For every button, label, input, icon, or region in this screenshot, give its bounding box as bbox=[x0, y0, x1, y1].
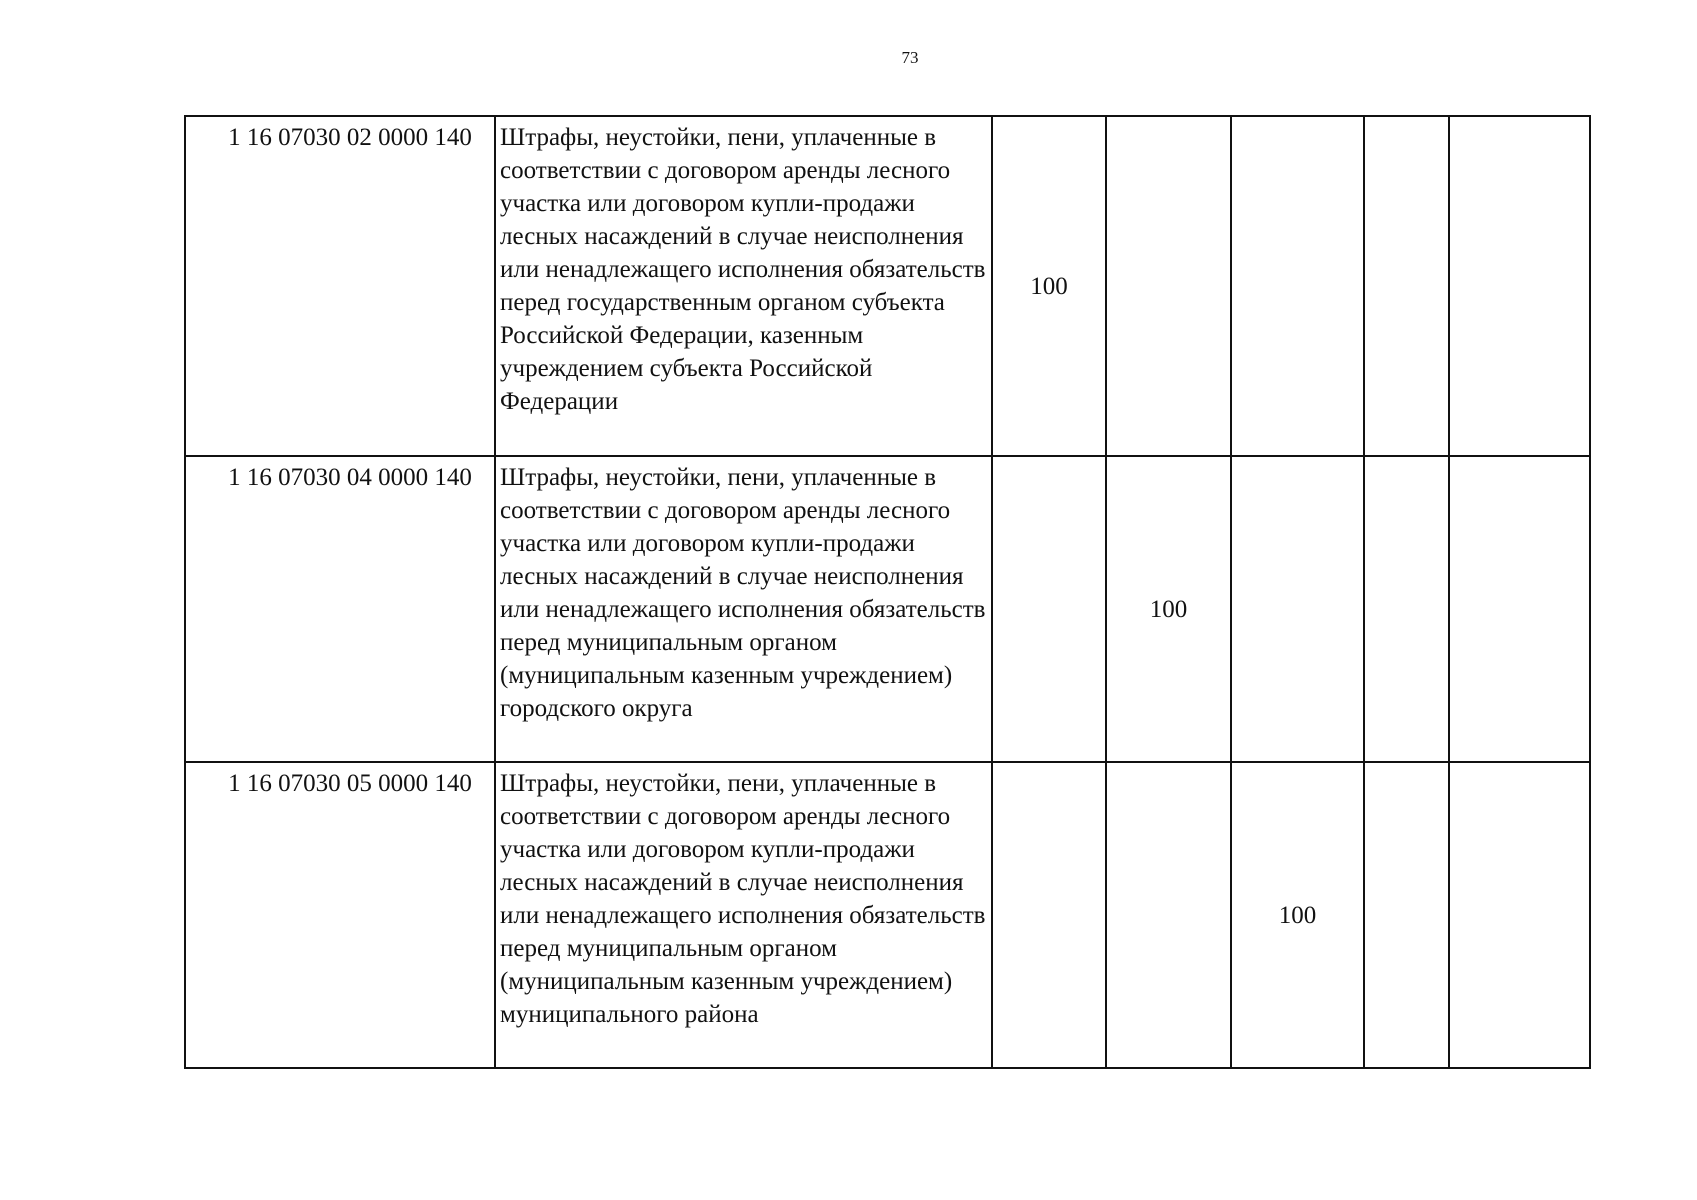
value-cell-1: 100 bbox=[992, 116, 1106, 456]
budget-classification-table bbox=[184, 115, 1591, 1069]
description-cell: Штрафы, неустойки, пени, уплаченные в соответствии с договором аренды лесного участка или договором купли-продажи лесных насаждений в случае неисполнения или ненадлежащего исполнения обязательств перед муниципальным органом (муниципальным казенным учреждением) муниципального района bbox=[495, 762, 992, 1068]
value-cell-3 bbox=[1231, 456, 1364, 762]
code-cell bbox=[185, 762, 495, 1068]
income-code: 1 16 07030 02 0000 140 bbox=[228, 124, 472, 151]
table-row bbox=[185, 456, 1590, 762]
value-cell-2 bbox=[1106, 762, 1231, 1068]
page-number: 73 bbox=[901, 48, 919, 67]
value-cell-5 bbox=[1449, 456, 1590, 762]
table-row bbox=[185, 762, 1590, 1068]
description-cell: Штрафы, неустойки, пени, уплаченные в соответствии с договором аренды лесного участка или договором купли-продажи лесных насаждений в случае неисполнения или ненадлежащего исполнения обязательств перед государственным органом субъекта Российской Федерации, казенным учреждением субъекта Российской Федерации bbox=[495, 116, 992, 456]
value-cell-1 bbox=[992, 762, 1106, 1068]
value-cell-4 bbox=[1364, 116, 1449, 456]
value-cell-4 bbox=[1364, 762, 1449, 1068]
income-code: 1 16 07030 05 0000 140 bbox=[228, 770, 472, 797]
code-cell bbox=[185, 116, 495, 456]
value-cell-2: 100 bbox=[1106, 456, 1231, 762]
value-cell-3: 100 bbox=[1231, 762, 1364, 1068]
value-cell-4 bbox=[1364, 456, 1449, 762]
value-cell-5 bbox=[1449, 762, 1590, 1068]
code-cell bbox=[185, 456, 495, 762]
description-cell: Штрафы, неустойки, пени, уплаченные в соответствии с договором аренды лесного участка или договором купли-продажи лесных насаждений в случае неисполнения или ненадлежащего исполнения обязательств перед муниципальным органом (муниципальным казенным учреждением) городского округа bbox=[495, 456, 992, 762]
value-cell-5 bbox=[1449, 116, 1590, 456]
value-cell-2 bbox=[1106, 116, 1231, 456]
value-cell-3 bbox=[1231, 116, 1364, 456]
table-row bbox=[185, 116, 1590, 456]
value-cell-1 bbox=[992, 456, 1106, 762]
income-code: 1 16 07030 04 0000 140 bbox=[228, 464, 472, 491]
